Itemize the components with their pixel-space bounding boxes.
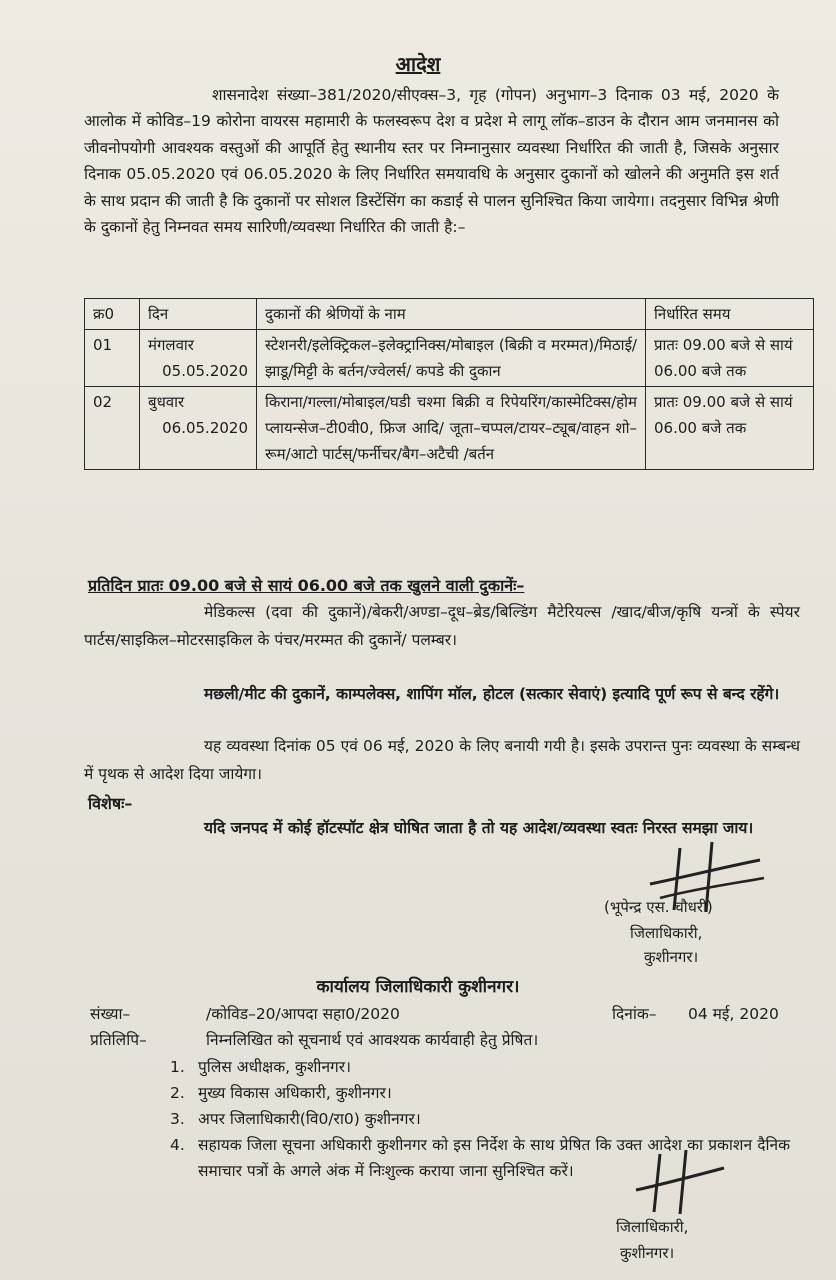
ref-label: संख्या– (90, 1005, 131, 1023)
footer-signature (630, 1148, 730, 1218)
office-heading: कार्यालय जिलाधिकारी कुशीनगर। (316, 977, 520, 997)
date-label: दिनांक– (612, 1005, 657, 1023)
list-item (170, 1054, 790, 1080)
signatory-designation: जिलाधिकारी, (630, 924, 703, 942)
table-header-row (85, 299, 814, 330)
date-value: 04 मई, 2020 (688, 1005, 779, 1023)
row-time: प्रातः 09.00 बजे से सायं 06.00 बजे तक (646, 330, 814, 387)
copy-intro: निम्नलिखित को सूचनार्थ एवं आवश्यक कार्यवाही हेतु प्रेषित। (206, 1031, 539, 1049)
daily-shops-text: मेडिकल्स (दवा की दुकानें)/बेकरी/अण्डा–दूध–ब्रेड/बिल्डिंग मैटेरियल्स /खाद/बीज/कृषि यन्त्रों के स्पेयर पार्टस/साइकिल–मोटरसाइकिल के पंचर/मरम्मत की दुकानें/ पलम्बर। (84, 603, 800, 649)
list-item (170, 1106, 790, 1132)
list-item (170, 1080, 790, 1106)
special-text: यदि जनपद में कोई हॉटस्पॉट क्षेत्र घोषित जाता है तो यह आदेश/व्यवस्था स्वतः निरस्त समझा जाय। (204, 819, 754, 837)
footer-designation: जिलाधिकारी, (616, 1218, 689, 1236)
signatory-place: कुशीनगर। (644, 948, 699, 966)
intro-paragraph: शासनादेश संख्या–381/2020/सीएक्स–3, गृह (गोपन) अनुभाग–3 दिनाक 03 मई, 2020 के आलोक में कोविड–19 कोरोना वायरस महामारी के फलस्वरूप देश व प्रदेश मे लागू लॉक–डाउन के दौरान आम जनमानस को जीवनोपयोगी आवश्यक वस्तुओं की आपूर्ति हेतु स्थानीय स्तर पर निम्नानुसार व्यवस्था निर्धारित की जाती है, जिसके अनुसार दिनाक 05.05.2020 एवं 06.05.2020 के लिए निर्धारित समयावधि के अनुसार दुकानों को खोलने की अनुमति इस शर्त के साथ प्रदान की जाती है कि दुकानों पर सोशल डिस्टेंसिंग का कडाई से पालन सुनिश्चित किया जायेगा। तदनुसार विभिन्न श्रेणी के दुकानों हेतु निम्नवत समय सारिणी/व्यवस्था निर्धारित की जाती है:– (84, 86, 779, 237)
daily-shops-heading: प्रतिदिन प्रातः 09.00 बजे से सायं 06.00 बजे तक खुलने वाली दुकानेंः– (88, 576, 525, 595)
header-day: दिन (140, 299, 257, 330)
schedule-table (84, 298, 814, 470)
header-time: निर्धारित समय (646, 299, 814, 330)
item-number: 4. (170, 1136, 185, 1154)
row-shops: किराना/गल्ला/मोबाइल/घडी चश्मा बिक्री व रिपेयरिंग/कास्मेटिक्स/होम प्लायन्सेज–टी0वी0, फ्रिज आदि/ जूता–चप्पल/टायर–ट्यूब/वाहन शो–रूम/आटो पार्टस्/फर्नीचर/बैग–अटैची /बर्तन (257, 387, 646, 470)
header-sn: क्र0 (85, 299, 140, 330)
table-row (85, 330, 814, 387)
item-number: 2. (170, 1084, 185, 1102)
row-time: प्रातः 09.00 बजे से सायं 06.00 बजे तक (646, 387, 814, 470)
footer-place: कुशीनगर। (620, 1244, 675, 1262)
row-day: मंगलवार (148, 336, 194, 354)
document-title: आदेश (395, 52, 441, 76)
row-sn: 02 (85, 387, 140, 470)
row-day: बुधवार (148, 393, 185, 411)
row-day-cell (140, 330, 257, 387)
row-date: 06.05.2020 (162, 419, 248, 437)
row-day-cell (140, 387, 257, 470)
item-number: 1. (170, 1058, 185, 1076)
signatory-name: (भूपेन्द्र एस. चौधरी) (604, 898, 713, 916)
special-label: विशेषः– (88, 794, 133, 813)
item-number: 3. (170, 1110, 185, 1128)
item-text: अपर जिलाधिकारी(वि0/रा0) कुशीनगर। (198, 1110, 421, 1128)
validity-text: यह व्यवस्था दिनांक 05 एवं 06 मई, 2020 के लिए बनायी गयी है। इसके उपरान्त पुनः व्यवस्था के सम्बन्ध में पृथक से आदेश दिया जायेगा। (84, 737, 800, 783)
item-text: पुलिस अधीक्षक, कुशीनगर। (198, 1058, 351, 1076)
copy-label: प्रतिलिपि– (90, 1031, 147, 1049)
row-shops: स्टेशनरी/इलेक्ट्रिकल–इलेक्ट्रानिक्स/मोबाइल (बिक्री व मरम्मत)/मिठाई/झाडू/मिट्टी के बर्तन/ज्वेलर्स/ कपडे की दुकान (257, 330, 646, 387)
table-row (85, 387, 814, 470)
row-sn: 01 (85, 330, 140, 387)
item-text: मुख्य विकास अधिकारी, कुशीनगर। (198, 1084, 392, 1102)
row-date: 05.05.2020 (162, 362, 248, 380)
closed-shops-text: मछली/मीट की दुकानें, काम्पलेक्स, शापिंग मॉल, होटल (सत्कार सेवाएं) इत्यादि पूर्ण रूप से बन्द रहेंगे। (204, 685, 780, 703)
ref-number: /कोविड–20/आपदा सहा0/2020 (206, 1005, 400, 1023)
header-shops: दुकानों की श्रेणियों के नाम (257, 299, 646, 330)
item-text: सहायक जिला सूचना अधिकारी कुशीनगर को इस निर्देश के साथ प्रेषित कि उक्त आदेश का प्रकाशन दैनिक समाचार पत्रों के अगले अंक में निःशुल्क कराया जाना सुनिश्चित करें। (198, 1136, 790, 1180)
